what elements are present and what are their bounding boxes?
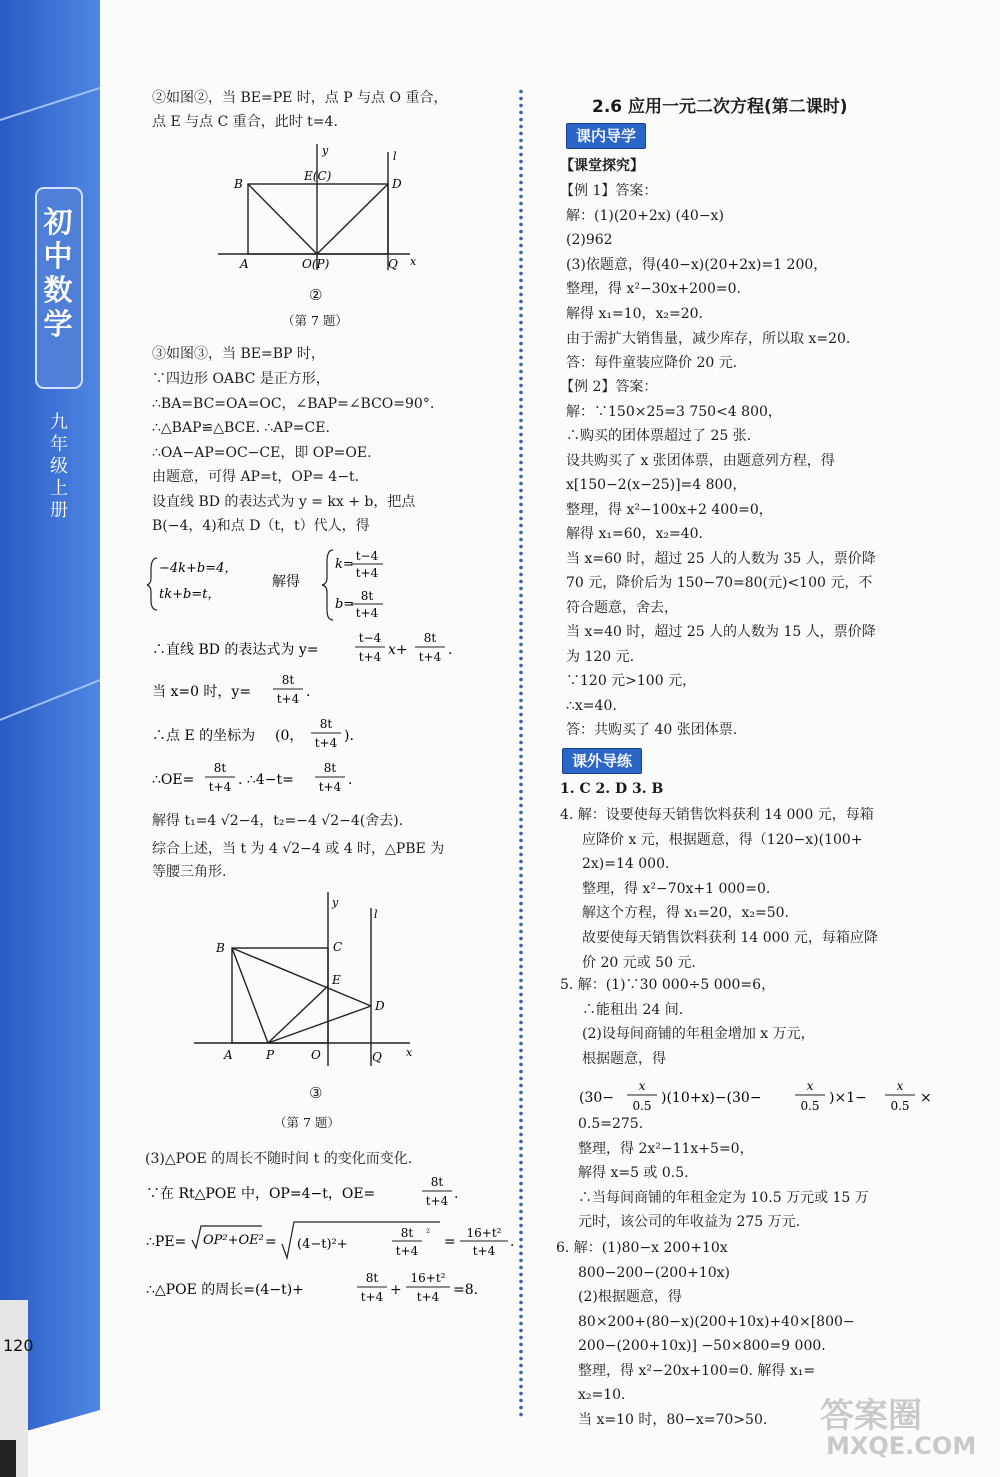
q4-line: 整理，得 x²−70x+1 000=0.: [582, 880, 771, 897]
fig3-label-o: O: [311, 1048, 321, 1062]
b-num: 8t: [360, 589, 374, 603]
k-den: t+4: [355, 566, 379, 580]
pointE-close: ).: [344, 728, 354, 744]
k-num: t−4: [355, 549, 379, 563]
ex2-line: 整理，得 x²−100x+2 400=0，: [566, 501, 773, 518]
pe-expr: [142, 1220, 522, 1266]
left-p1-line1: ②如图②，当 BE=PE 时，点 P 与点 O 重合，: [152, 90, 448, 106]
q6-line: 6. 解：(1)80−x 200+10x: [556, 1240, 728, 1256]
line-bd-f2-den: t+4: [418, 650, 442, 664]
q5-line: ∴能租出 24 间.: [582, 1001, 684, 1018]
line-bd-post: .: [448, 642, 453, 658]
q6-line: 80×200+(80−x)(200+10x)+40×[800−: [578, 1313, 855, 1330]
line-bd-f1-den: t+4: [358, 650, 382, 664]
equation-system: [145, 548, 505, 623]
pe-num: 16+t²: [466, 1226, 502, 1240]
perim-pre: ∴△POE 的周长=(4−t)+: [146, 1282, 304, 1298]
column-divider: [518, 88, 524, 1418]
q4-line: 故要使每天销售饮料获利 14 000 元，每箱应降: [582, 930, 878, 946]
line-bd-f1-num: t−4: [358, 631, 382, 645]
q6-line: 200−(200+10x)] −50×800=9 000.: [578, 1338, 826, 1354]
ex1-line: (2)962: [566, 232, 613, 249]
q5-b: )(10+x)−(30−: [661, 1090, 762, 1106]
pe-rad2-num: 8t: [400, 1226, 414, 1240]
ex2-line: ∵120 元>100 元，: [566, 673, 697, 689]
q6-line: (2)根据题意，得: [578, 1289, 682, 1305]
section-title: 2.6 应用一元二次方程(第二课时): [592, 97, 848, 117]
oe-f1-num: 8t: [213, 761, 227, 775]
pe-rad2a: (4−t)²+: [297, 1237, 348, 1252]
rt-post: .: [454, 1186, 459, 1202]
q6-line: 当 x=10 时，80−x=70>50.: [578, 1411, 768, 1428]
ex2-line: 70 元，降价后为 150−70=80(元)<100 元，不: [566, 575, 873, 591]
line-bd-expr: [148, 628, 508, 668]
q5b-line: 元时，该公司的年收益为 275 万元.: [578, 1214, 801, 1231]
pointE-pre: ∴点 E 的坐标为: [152, 728, 256, 744]
ex2-line: 解：∵150×25=3 750<4 800，: [566, 403, 782, 420]
fig2-label-x: x: [410, 255, 417, 268]
pointE-expr: [148, 714, 408, 754]
oe-post: .: [348, 772, 353, 788]
fig2-label-d: D: [392, 177, 402, 191]
eq1: −4k+b=4，: [159, 561, 238, 576]
ex2-line: ∴购买的团体票超过了 25 张.: [566, 428, 752, 444]
fig3-label-e: E: [332, 973, 341, 987]
perim-post: =8.: [453, 1282, 479, 1298]
q5b-line: 0.5=275.: [578, 1116, 644, 1132]
b-den: t+4: [355, 606, 379, 620]
q5-line: (2)设每间商铺的年租金增加 x 万元，: [582, 1026, 815, 1042]
q5b-line: 整理，得 2x²−11x+5=0，: [578, 1140, 754, 1157]
rt-den: t+4: [425, 1194, 449, 1208]
left-p2-7: B(−4，4)和点 D（t，t）代人，得: [152, 518, 370, 534]
fig3-seg-pe: [268, 986, 328, 1043]
line-bd-f2-num: 8t: [423, 631, 437, 645]
fig3-label-b: B: [216, 941, 225, 955]
subject-label: 初中数学: [43, 205, 73, 341]
ex1-line: 整理，得 x²−30x+200=0.: [566, 281, 741, 298]
q6-line: 800−200−(200+10x): [578, 1264, 730, 1281]
oe-f1-den: t+4: [208, 780, 232, 794]
q5b-line: 解得 x=5 或 0.5.: [578, 1165, 689, 1182]
pe-rad1-text: OP²+OE²: [203, 1233, 264, 1248]
answers-1-3: 1. C 2. D 3. B: [560, 781, 664, 797]
fig3-label-c: C: [333, 940, 343, 954]
x0-post: .: [306, 684, 311, 700]
oe-pre: ∴OE=: [152, 772, 195, 788]
figure-2: [210, 140, 430, 280]
q4-line: 价 20 元或 50 元.: [582, 954, 696, 971]
ex2-line: 当 x=60 时，超过 25 人的人数为 35 人，票价降: [566, 550, 876, 567]
fig2-seg-dp: [317, 184, 388, 254]
fig3-seg-pd: [268, 1006, 371, 1043]
q5-d: ×: [920, 1090, 932, 1106]
left-p2-5: 由题意，可得 AP=t，OP= 4−t.: [152, 469, 360, 485]
q5-a: (30−: [579, 1090, 615, 1106]
pe-den: t+4: [472, 1244, 496, 1258]
fig2-label-a: A: [240, 257, 249, 271]
fig2-label-o: O(P): [302, 257, 330, 271]
fig3-number: ③: [309, 1084, 323, 1102]
left-p1-line2: 点 E 与点 C 重合，此时 t=4.: [152, 114, 338, 130]
perim-f1-num: 8t: [365, 1271, 379, 1285]
perim-f1-den: t+4: [360, 1290, 384, 1304]
badge-after-class: 课外导练: [562, 748, 642, 774]
q5-c: )×1−: [829, 1090, 867, 1106]
eq2: tk+b=t，: [159, 587, 221, 602]
q5-f3-num: x: [896, 1079, 904, 1093]
q5-line: 根据题意，得: [582, 1050, 666, 1067]
page-number: 120: [3, 1336, 34, 1355]
left-p2-4: ∴OA−AP=OC−CE，即 OP=OE.: [152, 445, 372, 461]
perim-f2-num: 16+t²: [410, 1271, 446, 1285]
solve-word: 解得: [272, 574, 300, 590]
left-p2-2: ∴BA=BC=OA=OC，∠BAP=∠BCO=90°.: [152, 396, 435, 412]
pointE-num: 8t: [319, 717, 333, 731]
fig2-label-y: y: [322, 144, 329, 157]
q4-line: 2x)=14 000.: [582, 856, 670, 873]
ex2-line: 为 120 元.: [566, 648, 635, 665]
pointE-den: t+4: [314, 736, 338, 750]
fig3-seg-bd: [232, 948, 371, 1006]
left-p3: (3)△POE 的周长不随时间 t 的变化而变化.: [145, 1151, 413, 1167]
perimeter-expr: [142, 1268, 502, 1312]
ex2-line: 符合题意，舍去，: [566, 599, 678, 616]
q5-f2-den: 0.5: [800, 1099, 820, 1113]
k-label: k=: [335, 557, 354, 572]
q5-f1-num: x: [638, 1079, 646, 1093]
q6-line: 整理，得 x²−20x+100=0. 解得 x₁=: [578, 1362, 816, 1379]
pe-rad2b: ²: [426, 1228, 431, 1239]
rt-pre: ∵在 Rt△POE 中，OP=4−t，OE=: [146, 1186, 376, 1202]
fig2-number: ②: [309, 286, 323, 304]
fig3-label-x: x: [406, 1046, 413, 1059]
pointE-open: (0，: [275, 728, 304, 744]
ex1-line: 【例 1】答案：: [560, 183, 658, 199]
summary-0: 综合上述，当 t 为 4 √2−4 或 4 时，△PBE 为: [152, 841, 445, 857]
fig2-seg-bp: [248, 184, 317, 254]
left-p2-3: ∴△BAP≌△BCE. ∴AP=CE.: [152, 420, 330, 436]
fig2-label-e: E(C): [304, 169, 332, 183]
grade-label: 九年级 上册: [50, 412, 68, 521]
fig3-label-a: A: [224, 1048, 233, 1062]
q5-f1-den: 0.5: [632, 1099, 652, 1113]
watermark-cn: 答案圈: [820, 1396, 922, 1436]
figure-3: [190, 888, 430, 1073]
pe-post: .: [510, 1234, 515, 1250]
ex2-line: 设共购买了 x 张团体票，由题意列方程，得: [566, 452, 835, 469]
sub-heading: 【课堂探究】: [560, 158, 644, 174]
fig3-label-q: Q: [372, 1050, 382, 1064]
pe-eq2: =: [444, 1234, 456, 1250]
rt-num: 8t: [430, 1175, 444, 1189]
ex1-line: 解：(1)(20+2x) (40−x): [566, 207, 724, 224]
ex1-line: 答：每件童装应降价 20 元.: [566, 355, 738, 372]
watermark-url: MXQE.COM: [826, 1432, 977, 1460]
line-bd-pre: ∴直线 BD 的表达式为 y=: [152, 642, 319, 658]
fig2-rect: [248, 184, 388, 254]
x0-expr: [148, 670, 368, 710]
fig3-caption: （第 7 题）: [274, 1115, 340, 1130]
ex2-line: 当 x=40 时，超过 25 人的人数为 15 人，票价降: [566, 624, 876, 640]
ex1-line: 由于需扩大销售量，减少库存，所以取 x=20.: [566, 330, 851, 347]
q6-line: x₂=10.: [578, 1387, 626, 1403]
fig2-label-b: B: [234, 177, 243, 191]
pe-pre: ∴PE=: [146, 1234, 187, 1250]
q5-f3-den: 0.5: [890, 1099, 910, 1113]
ex2-line: x[150−2(x−25)]=4 800，: [566, 477, 747, 493]
perim-plus: +: [390, 1282, 402, 1298]
pe-eq: =: [265, 1234, 277, 1250]
oe-expr: [148, 758, 388, 798]
perim-f2-den: t+4: [416, 1290, 440, 1304]
line-bd-mid: x+: [388, 642, 408, 658]
q5b-line: ∴当每间商铺的年租金定为 10.5 万元或 15 万: [578, 1189, 869, 1206]
q5-line: 5. 解：(1)∵30 000÷5 000=6，: [560, 977, 776, 993]
q4-line: 4. 解：设要使每天销售饮料获利 14 000 元，每箱: [560, 807, 874, 823]
left-p2-6: 设直线 BD 的表达式为 y = kx + b，把点: [152, 494, 416, 510]
x0-num: 8t: [281, 673, 295, 687]
ex2-line: 解得 x₁=60，x₂=40.: [566, 526, 704, 542]
summary-1: 等腰三角形.: [152, 864, 227, 880]
ex1-line: (3)依题意，得(40−x)(20+2x)=1 200，: [566, 256, 828, 273]
fig2-label-l: l: [393, 150, 397, 163]
left-p2-0: ③如图③，当 BE=BP 时，: [152, 346, 325, 362]
fig3-square: [232, 948, 328, 1043]
fig2-caption: （第 7 题）: [282, 313, 348, 328]
x0-pre: 当 x=0 时，y=: [152, 684, 252, 700]
rt-expr: [142, 1172, 482, 1212]
ex1-line: 解得 x₁=10，x₂=20.: [566, 306, 704, 322]
b-label: b=: [335, 597, 355, 612]
fig3-label-y: y: [332, 896, 339, 909]
ex2-line: ∴x=40.: [566, 697, 617, 714]
ex2-line: 答：共购买了 40 张团体票.: [566, 722, 738, 738]
fig3-label-l: l: [374, 908, 378, 921]
fig2-label-q: Q: [388, 257, 398, 271]
fig3-label-d: D: [375, 999, 385, 1013]
oe-f2-num: 8t: [323, 761, 337, 775]
pe-rad2-den: t+4: [395, 1244, 419, 1258]
q5-f2-num: x: [806, 1079, 814, 1093]
ex2-line: 【例 2】答案：: [560, 379, 658, 395]
sidebar: [0, 0, 100, 1477]
q4-line: 应降价 x 元，根据题意，得（120−x)(100+: [582, 831, 863, 848]
fig3-seg-bp: [232, 948, 268, 1043]
badge-in-class: 课内导学: [566, 123, 646, 149]
oe-mid: . ∴4−t=: [238, 772, 294, 788]
fig3-label-p: P: [266, 1048, 275, 1062]
x0-den: t+4: [276, 692, 300, 706]
q4-line: 解这个方程，得 x₁=20，x₂=50.: [582, 905, 790, 922]
left-p2-1: ∵四边形 OABC 是正方形，: [152, 371, 330, 387]
oe-f2-den: t+4: [318, 780, 342, 794]
solve2: 解得 t₁=4 √2−4，t₂=−4 √2−4(舍去).: [152, 813, 404, 829]
